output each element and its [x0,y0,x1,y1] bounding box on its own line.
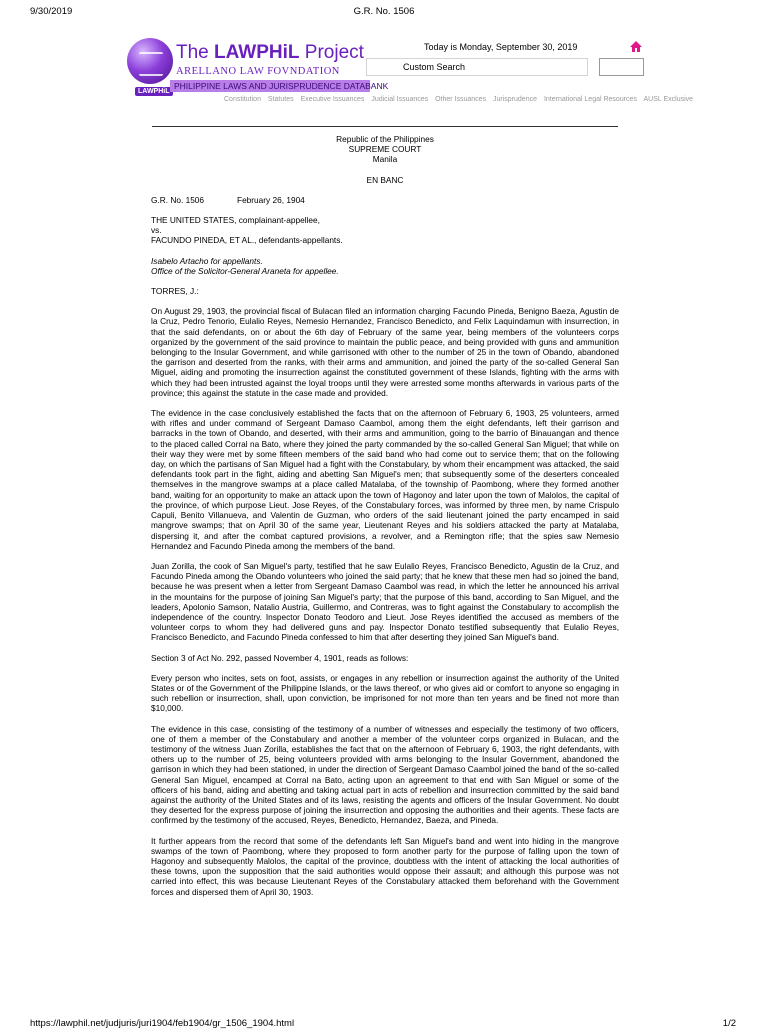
print-page: 1/2 [722,1018,736,1029]
logo-title [176,42,364,64]
party-appellee: THE UNITED STATES, complainant-appellee, [151,215,320,226]
paragraph-1: On August 29, 1903, the provincial fiscal of Bulacan filed an information charging Facundo Pineda, Benigno Baeza, Agustin de la Cruz, Pedro Tenorio, Eulalio Reyes, Nemesio Hernandez, Francisco Benedicto, and Felix Laquindamun with insurrection, in that the said defendants, on or about the 6th day of February of the same year, being members of the volunteers corps organized by the government of the said province to maintain the public peace, and being provided with guns and ammunition belonging to the Insular Government, and while garrisoned with other to the number of 25 in the town of Obando, abandoned the garrison and deserted from the ranks, with their arms and ammunition, and joined the party of the so-called General San Miguel, aiding and promoting the insurrection against the constituted government of these Islands, fighting with the arms with which they had been intrusted against the loyal troops until they were arrested some months afterwards in various parts of the province; this against the statute in the case made and provided. [151,306,619,398]
paragraph-5: The evidence in this case, consisting of the testimony of a number of witnesses and especially the testimony of two officers, one of them a member of the Constabulary and another a member of the volunteer corps organized in Bulacan, and the testimony of the witness Juan Zorilla, establishes the fact that on the afternoon of February 6, 1903, the right defendants, with others up to the number of 25, being volunteers provided with arms belonging to the Insular Government, abandoned the garrison in which they had been stationed, in under the direction of Sergeant Damaso Caambol joined the band of the so-called General San Miguel, encamped at Corral na Bato, acting upon an agreement to that end with San Miguel or some of the officers of his band, aiding and abetting and taking actual part in acts of rebellion and insurrection committed by the said band against the authority of the United States and of its laws, resisting the agents and officers of the Insular Government. No doubt they deserted for the express purpose of joining the insurrection and opposing the authorities and their agents. These facts are confirmed by the testimony of the accused, Reyes, Benedicto, Hernandez, Baeza, and Pineda. [151,723,619,826]
today-date: Today is Monday, September 30, 2019 [424,42,578,52]
statute-quote: Every person who incites, sets on foot, assists, or engages in any rebellion or insurrection against the authority of the United States or of the Government of the Philippine Islands, or the laws thereof, or who gives aid or comfort to anyone so engaging in such rebellion or insurrection, shall, upon conviction, be imprisoned for not more than ten years and be fined not more than $10,000. [151,672,619,714]
nav-statutes[interactable]: Statutes [267,96,294,103]
logo-emblem-icon [127,38,173,84]
nav-constitution[interactable]: Constitution [224,96,261,103]
site-logo[interactable] [124,38,389,100]
print-title: G.R. No. 1506 [353,6,415,17]
nav-other-issuances[interactable]: Other Issuances [435,96,487,103]
paragraph-4: Section 3 of Act No. 292, passed November 4, 1901, reads as follows: [151,652,409,663]
search-button[interactable] [599,58,644,76]
ponente: TORRES, J.: [151,286,199,297]
paragraph-2: The evidence in the case conclusively established the facts that on the afternoon of February 6, 1903, 25 volunteers, armed with rifles and under command of Sergeant Damaso Caambol, among them the eight defendants, left their garrison and barracks in the town of Obando, and deserted, with their arms and ammunition, going to the barrio of Binauangan and thence to the placed called Corral na Bato, where they joined the party commanded by the so-called General San Miguel; that while on their way they were met by some fifteen members of the said band who had come out to service them; that on the following day, on which the partisans of San Miguel had a fight with the Constabulary, by whom their encampment was attacked, the said defendants took part in the fight, aiding and abetting San Miguel's men; that subsequently some of the deserters concealed themselves in the mangrove swamps at a place called Matalaba, of the township of Paombong, where they formed another band, waiting for an opportunity to make an attack upon the town of Hagonoy and later upon the town of Malolos, the capital of the province, of which purpose Lieut. Jose Reyes, of the Constabulary forces, was informed by three men, by name Crispulo Capuli, Benito Villanueva, and Valentin de Guzman, who orders of the said lieutenant joined the party encamped in said mangrove swamps; that on April 30 of the same year, Lieutenant Reyes and his soldiers attacked the party at Matalaba, dispersing it, and after the combat captured provisions, a revolver, and a Remington rifle; that the spies saw Nemesio Hernandez and Facundo Pineda among the members of the band. [151,408,619,551]
logo-subtitle: ARELLANO LAW FOVNDATION [176,66,340,77]
nav-ausl-exclusive[interactable]: AUSL Exclusive [643,96,694,103]
paragraph-3: Juan Zorilla, the cook of San Miguel's party, testified that he saw Eulalio Reyes, Francisco Benedicto, Agustin de la Cruz, and Facundo Pineda among the Obando volunteers who joined the said party; that he knew that these men had so joined the band, because he was present when a letter from Sergeant Damaso Caambol was read, in which the letter he announced his arrival in the mountains for the purpose of joining San Miguel's party; that the purpose of this band, according to San Miguel, and the leaders, Apolonio Samson, Natalio Austria, Guillermo, and Contreras, was to fight against the Constabulary to accomplish the independence of the country. Inspector Donato Teodoro and Lieut. Jose Reyes identified the accused as members of the volunteer corps to whom they had delivered guns and pay. Inspector Donato testified subsequently that Eulalio Reyes, Francisco Benedicto, and Facundo Pineda confessed to him that after deserting they joined San Miguel's band. [151,560,619,643]
logo-title-suffix: Project [299,42,364,63]
paragraph-6: It further appears from the record that some of the defendants left San Miguel's band and went into hiding in the mangrove swamps of the town of Paombong, where they proposed to form another party for the purpose of falling upon the town of Hagonoy and subsequently Malolos, the capital of the province, doubtless with the intent of attacking the local authorities of these towns, upon the supposition that the said authorities would oppose their assault; and although this purpose was not carried into effect, this was because Lieutenant Reyes of the Constabulary attacked them beforehand with the Government forces and dispersed them of April 30, 1903. [151,835,619,897]
case-meta [151,195,619,205]
decision-body [151,134,619,897]
nav-judicial-issuances[interactable]: Judicial Issuances [371,96,429,103]
decision-date: February 26, 1904 [237,194,305,205]
nav-international-legal-resources[interactable]: International Legal Resources [543,96,637,103]
home-icon[interactable] [629,40,643,54]
nav-executive-issuances[interactable]: Executive Issuances [300,96,365,103]
counsel-appellants: Isabelo Artacho for appellants. [151,255,263,266]
logo-emblem-text: LAWPHiL [135,87,173,96]
party-appellants: FACUNDO PINEDA, ET AL., defendants-appellants. [151,235,343,246]
division: EN BANC [366,174,404,185]
versus: vs. [151,225,162,236]
logo-title-prefix: The [176,42,215,63]
print-date: 9/30/2019 [30,6,73,17]
logo-title-bold: LAWPHiL [214,42,300,63]
counsel-appellee: Office of the Solicitor-General Araneta for appellee. [151,265,339,276]
logo-band: PHILIPPINE LAWS AND JURISPRUDENCE DATABANK [170,80,370,92]
heading-court: SUPREME COURT [348,144,422,155]
main-nav [224,96,698,103]
heading-republic: Republic of the Philippines [336,134,434,144]
heading-city: Manila [372,154,398,165]
print-url: https://lawphil.net/judjuris/juri1904/feb1904/gr_1506_1904.html [30,1018,295,1029]
divider [152,126,618,127]
custom-search-input[interactable]: Custom Search [366,58,588,76]
gr-number: G.R. No. 1506 [151,194,205,205]
nav-jurisprudence[interactable]: Jurisprudence [493,96,537,103]
